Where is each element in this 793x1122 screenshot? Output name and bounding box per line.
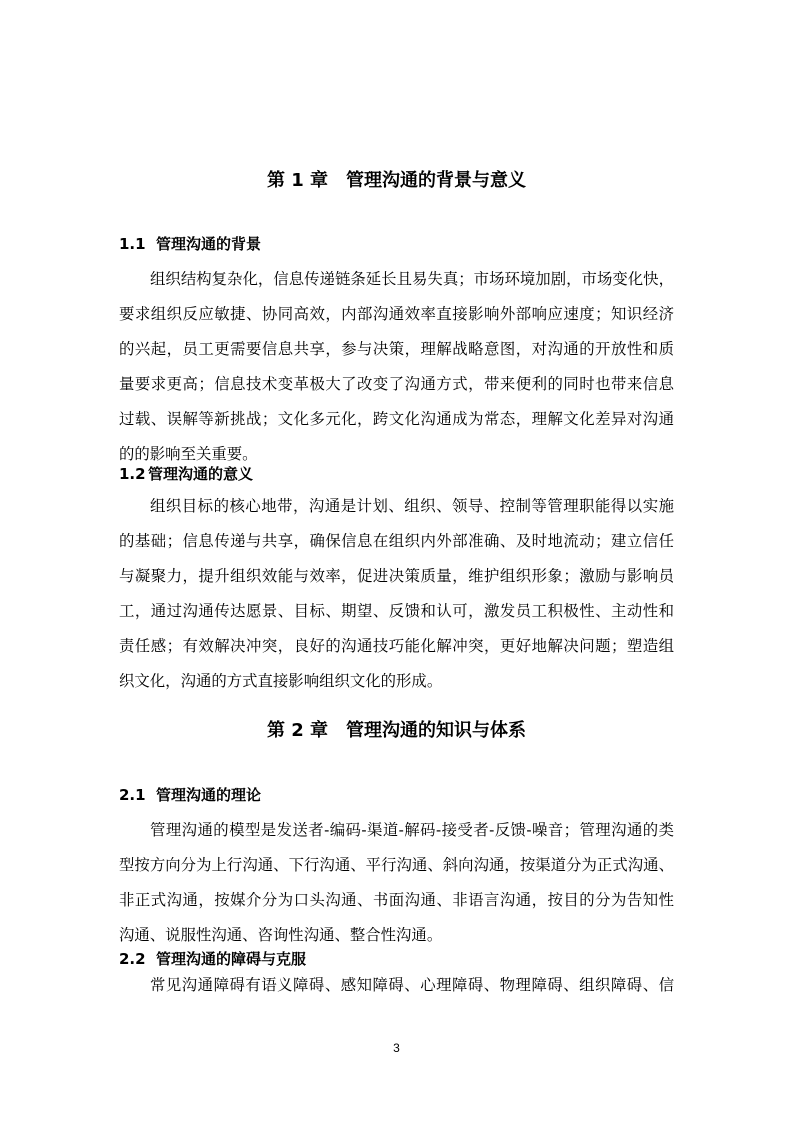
section-1-2-paragraph [119,489,674,699]
section-2-2-number: 2.2 [119,950,146,968]
paragraph-line: 的的影响至关重要。 [119,445,258,463]
section-1-2-number: 1.2 [119,465,146,483]
paragraph-line: 管理沟通的模型是发送者-编码-渠道-解码-接受者-反馈-噪音；管理沟通的类 [150,821,674,839]
section-1-1-paragraph [119,262,674,472]
section-1-1-heading [119,234,261,254]
chapter-1-title: 管理沟通的背景与意义 [346,170,527,191]
paragraph-line: 的基础；信息传递与共享，确保信息在组织内外部准确、及时地流动；建立信任 [119,532,674,550]
paragraph-line: 常见沟通障碍有语义障碍、感知障碍、心理障碍、物理障碍、组织障碍、信 [150,976,674,994]
chapter-2-number: 第 2 章 [266,720,329,741]
paragraph-line: 过载、误解等新挑战；文化多元化，跨文化沟通成为常态，理解文化差异对沟通 [119,410,674,428]
section-2-2-paragraph [119,968,674,1003]
paragraph-line: 的兴起，员工更需要信息共享，参与决策，理解战略意图，对沟通的开放性和质 [119,340,674,358]
paragraph-line: 量要求更高；信息技术变革极大了改变了沟通方式，带来便利的同时也带来信息 [119,375,674,393]
section-2-1-paragraph [119,813,674,953]
paragraph-line: 非正式沟通，按媒介分为口头沟通、书面沟通、非语言沟通，按目的分为告知性 [119,891,674,909]
section-2-1-heading [119,785,261,805]
section-2-1-number: 2.1 [119,786,146,804]
paragraph-line: 要求组织反应敏捷、协同高效，内部沟通效率直接影响外部响应速度；知识经济 [119,305,674,323]
chapter-2-title: 管理沟通的知识与体系 [346,720,527,741]
page-number: 3 [393,1041,400,1055]
paragraph-line: 工，通过沟通传达愿景、目标、期望、反馈和认可，激发员工积极性、主动性和 [119,602,674,620]
chapter-1-number: 第 1 章 [266,170,329,191]
section-2-1-title: 管理沟通的理论 [156,786,262,804]
paragraph-line: 沟通、说服性沟通、咨询性沟通、整合性沟通。 [119,926,443,944]
section-2-2-heading [119,949,306,969]
paragraph-line: 织文化，沟通的方式直接影响组织文化的形成。 [119,672,443,690]
paragraph-line: 责任感；有效解决冲突，良好的沟通技巧能化解冲突，更好地解决问题；塑造组 [119,637,674,655]
section-1-1-number: 1.1 [119,235,146,253]
section-1-2-heading [119,464,253,484]
paragraph-line: 型按方向分为上行沟通、下行沟通、平行沟通、斜向沟通，按渠道分为正式沟通、 [119,856,674,874]
section-2-2-title: 管理沟通的障碍与克服 [156,950,307,968]
chapter-2-heading [0,719,793,743]
paragraph-line: 组织目标的核心地带，沟通是计划、组织、领导、控制等管理职能得以实施 [150,497,674,515]
section-1-2-title: 管理沟通的意义 [148,465,254,483]
paragraph-line: 与凝聚力，提升组织效能与效率，促进决策质量，维护组织形象；激励与影响员 [119,567,674,585]
paragraph-line: 组织结构复杂化，信息传递链条延长且易失真；市场环境加剧，市场变化快， [150,270,674,288]
section-1-1-title: 管理沟通的背景 [156,235,262,253]
chapter-1-heading [0,169,793,193]
